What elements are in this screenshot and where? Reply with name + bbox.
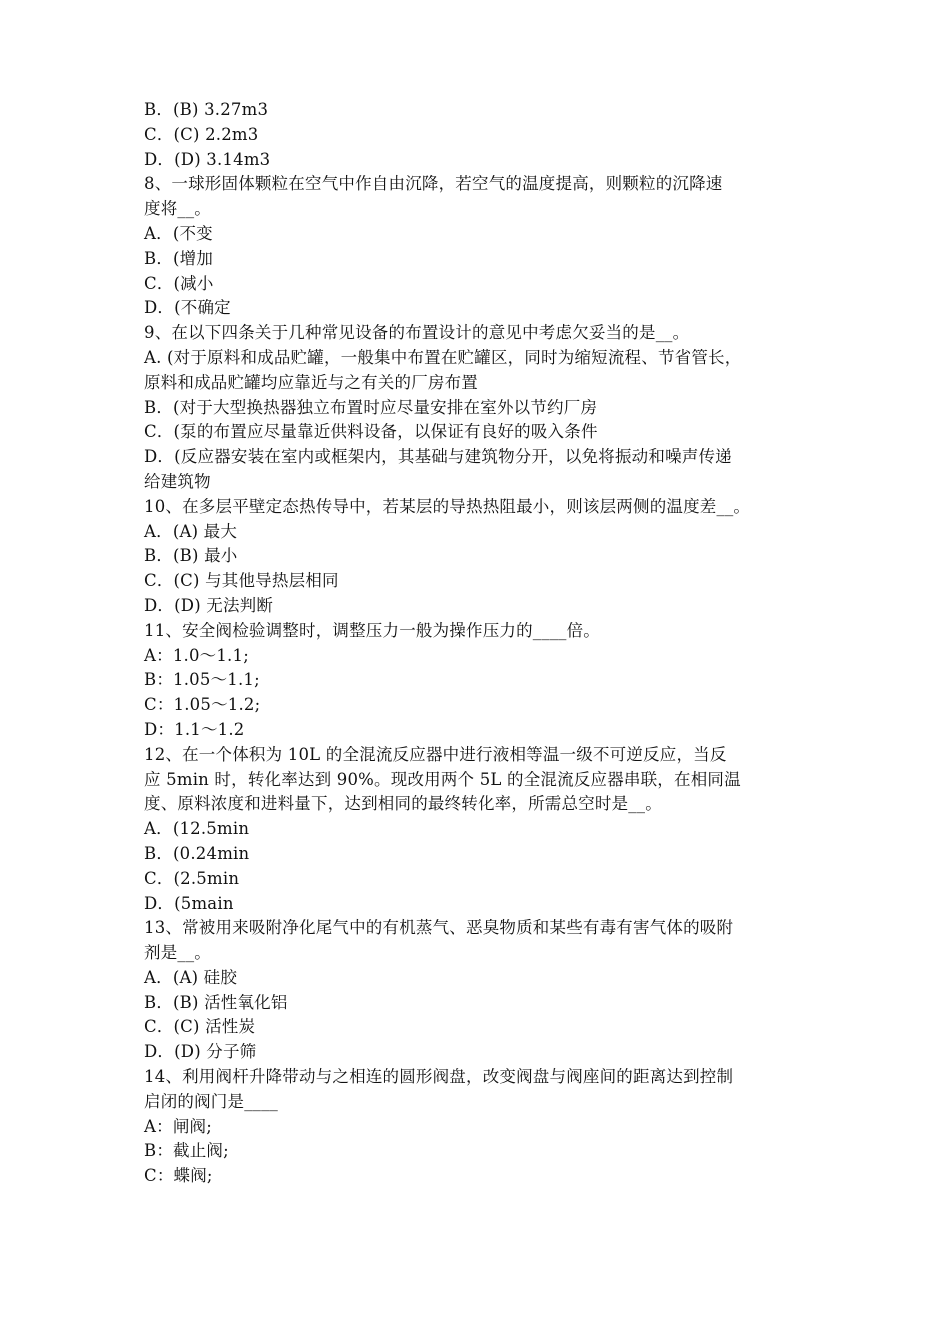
option-line: D．(D) 无法判断 bbox=[144, 595, 274, 615]
question-text: 12、在一个体积为 10L 的全混流反应器中进行液相等温一级不可逆反应，当反 bbox=[144, 744, 727, 764]
question-text: 13、常被用来吸附净化尾气中的有机蒸气、恶臭物质和某些有毒有害气体的吸附 bbox=[144, 918, 734, 938]
option-line: B．(对于大型换热器独立布置时应尽量安排在室外以节约厂房 bbox=[144, 397, 598, 417]
option-line: B．(增加 bbox=[144, 248, 214, 268]
option-line: C：1.05～1.2; bbox=[144, 695, 261, 715]
question-text: 11、安全阀检验调整时，调整压力一般为操作压力的____倍。 bbox=[144, 620, 600, 640]
question-text: 14、利用阀杆升降带动与之相连的圆形阀盘，改变阀盘与阀座间的距离达到控制 bbox=[144, 1067, 734, 1087]
question-text: 9、在以下四条关于几种常见设备的布置设计的意见中考虑欠妥当的是__。 bbox=[144, 323, 690, 343]
option-line: A．(A) 最大 bbox=[144, 521, 238, 541]
option-line: D．(5main bbox=[144, 893, 234, 913]
question-text: 8、一球形固体颗粒在空气中作自由沉降，若空气的温度提高，则颗粒的沉降速 bbox=[144, 174, 723, 194]
text-line: C．(C) 2.2m3 bbox=[144, 124, 259, 144]
option-line: D．(反应器安装在室内或框架内，其基础与建筑物分开，以免将振动和噪声传递 bbox=[144, 447, 732, 467]
option-line: C．(C) 活性炭 bbox=[144, 1017, 256, 1037]
option-line: A．(A) 硅胶 bbox=[144, 967, 238, 987]
option-line: 原料和成品贮罐均应靠近与之有关的厂房布置 bbox=[144, 372, 478, 392]
option-line: A：闸阀; bbox=[144, 1116, 212, 1136]
question-text: 度、原料浓度和进料量下，达到相同的最终转化率，所需总空时是__。 bbox=[144, 794, 662, 814]
option-line: C．(泵的布置应尽量靠近供料设备，以保证有良好的吸入条件 bbox=[144, 422, 598, 442]
option-line: A：1.0～1.1; bbox=[144, 645, 249, 665]
question-text: 启闭的阀门是____ bbox=[144, 1091, 278, 1111]
option-line: D：1.1～1.2 bbox=[144, 719, 245, 739]
option-line: C．(C) 与其他导热层相同 bbox=[144, 571, 339, 591]
option-line: A．(不变 bbox=[144, 223, 213, 243]
question-text: 应 5min 时，转化率达到 90%。现改用两个 5L 的全混流反应器串联，在相同温 bbox=[144, 769, 741, 789]
option-line: B．(B) 最小 bbox=[144, 546, 238, 566]
text-line: D．(D) 3.14m3 bbox=[144, 149, 271, 169]
document-page bbox=[144, 98, 808, 1189]
option-line: A．(12.5min bbox=[144, 819, 250, 839]
option-line: 给建筑物 bbox=[144, 471, 211, 491]
option-line: D．(D) 分子筛 bbox=[144, 1042, 257, 1062]
option-line: C．(减小 bbox=[144, 273, 214, 293]
option-line: B：1.05～1.1; bbox=[144, 670, 260, 690]
question-text: 10、在多层平壁定态热传导中，若某层的导热热阻最小，则该层两侧的温度差__。 bbox=[144, 496, 751, 516]
option-line: D．(不确定 bbox=[144, 298, 231, 318]
option-line: A. (对于原料和成品贮罐，一般集中布置在贮罐区，同时为缩短流程、节省管长， bbox=[144, 347, 742, 367]
question-text: 剂是__。 bbox=[144, 943, 211, 963]
question-text: 度将__。 bbox=[144, 199, 211, 219]
option-line: B．(B) 活性氧化铝 bbox=[144, 992, 288, 1012]
option-line: B：截止阀; bbox=[144, 1141, 229, 1161]
option-line: C：蝶阀; bbox=[144, 1166, 213, 1186]
option-line: B．(0.24min bbox=[144, 843, 250, 863]
text-line: B．(B) 3.27m3 bbox=[144, 100, 269, 119]
option-line: C．(2.5min bbox=[144, 868, 240, 888]
